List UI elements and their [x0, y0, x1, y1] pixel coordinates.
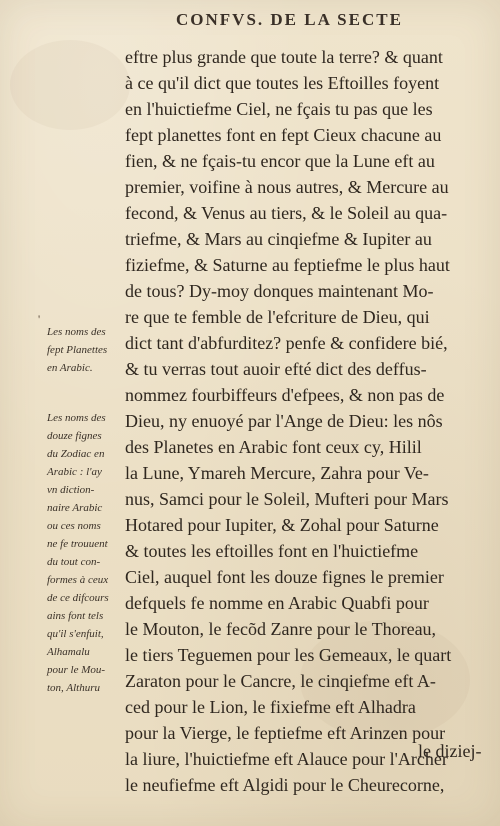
main-text-line: de tous? Dy-moy donques maintenant Mo-	[125, 281, 434, 301]
main-text-line: le tiers Teguemen pour les Gemeaux, le quart	[125, 645, 452, 665]
margin-note: ne fe trouuent	[47, 538, 108, 550]
main-text-line: fept planettes font en fept Cieux chacune au	[125, 125, 442, 145]
main-text-line: le Mouton, le fecõd Zanre pour le Thoreau,	[125, 619, 437, 639]
main-text-line: le neufiefme eft Algidi pour le Cheurecorne,	[125, 775, 445, 795]
main-text-line: Zaraton pour le Cancre, le cinqiefme eft A-	[125, 671, 436, 691]
main-text-line: fecond, & Venus au tiers, & le Soleil au qua-	[125, 203, 448, 223]
main-text-line: fien, & ne fçais-tu encor que la Lune eft au	[125, 151, 435, 171]
margin-note: fept Planettes	[47, 344, 108, 356]
main-text-line: triefme, & Mars au cinqiefme & Iupiter au	[125, 229, 432, 249]
margin-note: naire Arabic	[47, 502, 103, 514]
main-text-line: pour la Vierge, le feptiefme eft Arinzen pour	[125, 723, 446, 743]
margin-note: Les noms des	[47, 326, 106, 338]
margin-note: formes à ceux	[47, 574, 109, 586]
main-text-line: à ce qu'il dict que toutes les Eftoilles foyent	[125, 73, 440, 93]
margin-note: vn diction-	[47, 484, 95, 496]
margin-note: du Zodiac en	[47, 448, 105, 460]
main-text-line: defquels fe nomme en Arabic Quabfi pour	[125, 593, 429, 613]
catchword: le diziej-	[418, 741, 482, 761]
main-text-line: Ciel, auquel font les douze fignes le premier	[125, 567, 444, 587]
main-text-line: premier, voifine à nous autres, & Mercure au	[125, 177, 449, 197]
marginal-mark: '	[38, 312, 41, 326]
margin-note: pour le Mou-	[47, 664, 106, 676]
margin-note: ton, Althuru	[47, 682, 100, 694]
main-text-line: fiziefme, & Saturne au feptiefme le plus haut	[125, 255, 450, 275]
margin-note: douze fignes	[47, 430, 102, 442]
margin-note: Les noms des	[47, 412, 106, 424]
main-text-line: en l'huictiefme Ciel, ne fçais tu pas que les	[125, 99, 433, 119]
main-text-line: re que te femble de l'efcriture de Dieu, qui	[125, 307, 430, 327]
margin-note: ains font tels	[47, 610, 104, 622]
margin-note: ou ces noms	[47, 520, 101, 532]
main-text-line: & toutes les eftoilles font en l'huictiefme	[125, 541, 419, 561]
main-text-line: & tu verras tout auoir efté dict des deffus-	[125, 359, 427, 379]
paper-stain	[10, 40, 130, 130]
main-text-line: des Planetes en Arabic font ceux cy, Hilil	[125, 437, 422, 457]
main-text-line: Hotared pour Iupiter, & Zohal pour Saturne	[125, 515, 439, 535]
margin-note: de ce difcours	[47, 592, 109, 604]
margin-note: Arabic : l'ay	[47, 466, 102, 478]
main-text-line: eftre plus grande que toute la terre? & quant	[125, 47, 443, 67]
main-text-line: dict tant d'abfurditez? penfe & confidere bié,	[125, 333, 448, 353]
margin-note: en Arabic.	[47, 362, 93, 374]
main-text-line: la liure, l'huictiefme eft Alauce pour l'Archer	[125, 749, 448, 769]
margin-note: qu'il s'enfuit,	[47, 628, 104, 640]
main-text-line: Dieu, ny enuoyé par l'Ange de Dieu: les nôs	[125, 411, 443, 431]
main-text-line: nommez fourbiffeurs d'efpees, & non pas de	[125, 385, 445, 405]
main-text-line: ced pour le Lion, le fixiefme eft Alhadra	[125, 697, 416, 717]
main-text-line: la Lune, Ymareh Mercure, Zahra pour Ve-	[125, 463, 429, 483]
running-head: CONFVS. DE LA SECTE	[176, 10, 403, 29]
margin-note: du tout con-	[47, 556, 101, 568]
margin-note: Alhamalu	[47, 646, 90, 658]
main-text-line: nus, Samci pour le Soleil, Mufteri pour Mars	[125, 489, 449, 509]
